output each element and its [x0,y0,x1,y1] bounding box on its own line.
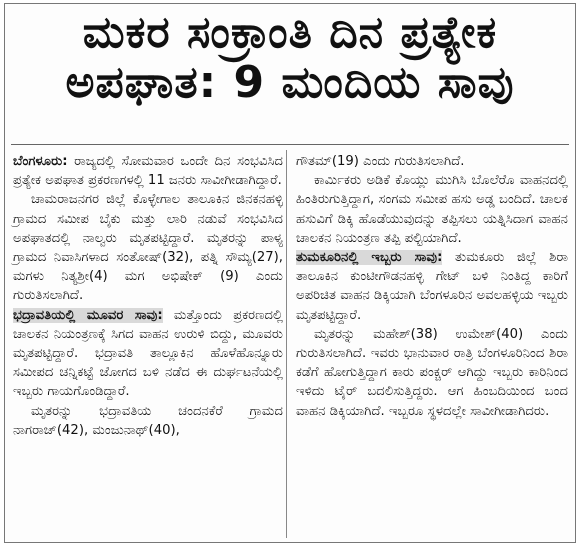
subheading: ತುಮಕೂರಿನಲ್ಲಿ ಇಬ್ಬರು ಸಾವು: [296,250,443,266]
paragraph [13,306,283,402]
paragraph: ಮೃತರನ್ನು ಮಹೇಶ್(38) ಉಮೇಶ್(40) ಎಂದು ಗುರುತಿಸಲಾಗಿದೆ. ಇವರು ಭಾನುವಾರ ರಾತ್ರಿ ಬೆಂಗಳೂರಿನಿಂದ ಶಿರಾ ಕಡೆಗೆ ಹೋಗುತ್ತಿದ್ದಾಗ ಕಾರು ಪಂಕ್ಚರ್ ಆಗಿದ್ದು ಇಬ್ಬರು ಕಾರಿನಿಂದ ಇಳಿದು ಟೈರ್ ಬದಲಿಸುತ್ತಿದ್ದರು. ಆಗ ಹಿಂಬದಿಯಿಂದ ಬಂದ ವಾಹನ ಡಿಕ್ಕಿಯಾಗಿದೆ. ಇಬ್ಬರೂ ಸ್ಥಳದಲ್ಲೇ ಸಾವೀಗೀಡಾಗಿದರು. [296,326,568,419]
right-column [296,152,568,421]
paragraph [13,152,283,190]
paragraph: ಕಾರ್ಮಿಕರು ಅಡಿಕೆ ಕೊಯ್ಲು ಮುಗಿಸಿ ಬೊಲೆರೊ ವಾಹನದಲ್ಲಿ ಹಿಂತಿರುಗುತ್ತಿದ್ದಾಗ, ಸಂಗಮ ಸಮೀಪ ಹಸು ಅಡ್ಡ ಬಂದಿದೆ. ಚಾಲಕ ಹಸುವಿಗೆ ಡಿಕ್ಕಿ ಹೊಡೆಯುವುದನ್ನು ತಪ್ಪಿಸಲು ಯತ್ನಿಸಿದಾಗ ವಾಹನ ಚಾಲಕನ ನಿಯಂತ್ರಣ ತಪ್ಪಿ ಪಲ್ಟಿಯಾಗಿದೆ. [296,173,568,246]
paragraph: ಚಾಮರಾಜನಗರ ಜಿಲ್ಲೆ ಕೊಳ್ಳೇಗಾಲ ತಾಲೂಕಿನ ಜಿನಕನಹಳ್ಳಿ ಗ್ರಾಮದ ಸಮೀಪ ಬೈಕು ಮತ್ತು ಲಾರಿ ನಡುವೆ ಸಂಭವಿಸಿದ ಅಪಘಾತದಲ್ಲಿ ನಾಲ್ವರು ಮೃತಪಟ್ಟಿದ್ದಾರೆ. ಮೃತರನ್ನು ಪಾಳ್ಯ ಗ್ರಾಮದ ನಿವಾಸಿಗಳಾದ ಸಂತೋಷ್(32), ಪತ್ನಿ ಸೌಮ್ಯ(27), ಮಗಳು ನಿತ್ಯಶ್ರೀ(4) ಮಗ ಅಭಿಷೇಕ್ (9) ಎಂದು ಗುರುತಿಸಲಾಗಿದೆ. [13,192,283,304]
headline [5,8,575,108]
paragraph: ಗೌತಮ್(19) ಎಂದು ಗುರುತಿಸಲಾಗಿದೆ. [296,154,465,169]
headline-line-1: ಮಕರ ಸಂಕ್ರಾಂತಿ ದಿನ ಪ್ರತ್ಯೇಕ [82,7,498,58]
paragraph-text: ಮತ್ತೊಂದು ಪ್ರಕರಣದಲ್ಲಿ ಚಾಲಕನ ನಿಯಂತ್ರಣಕ್ಕೆ ಸಿಗದ ವಾಹನ ಉರುಳಿ ಬಿದ್ದು, ಮೂವರು ಮೃತಪಟ್ಟಿದ್ದಾರೆ. ಭದ್ರಾವತಿ ತಾಲ್ಲೂಕಿನ ಹೊಳೆಹೊನ್ನೂರು ಸಮೀಪದ ಚನ್ನಿಕಟ್ಟೆ ಜೋಗದ ಬಳಿ ನಡೆದ ಈ ದುರ್ಘಟನೆಯಲ್ಲಿ ಇಬ್ಬರು ಗಾಯಗೊಂಡಿದ್ದಾರೆ. [13,307,283,400]
headline-line-2: ಅಪಘಾತ: 9 ಮಂದಿಯ ಸಾವು [65,57,515,108]
headline-divider [11,144,569,145]
paragraph-text: ರಾಜ್ಯದಲ್ಲಿ ಸೋಮವಾರ ಒಂದೇ ದಿನ ಸಂಭವಿಸಿದ ಪ್ರತ್ಯೇಕ ಅಪಘಾತ ಪ್ರಕರಣಗಳಲ್ಲಿ 11 ಜನರು ಸಾವೀಗೀಡಾಗಿದ್ದಾರೆ. [13,154,283,189]
paragraph: ಮೃತರನ್ನು ಭದ್ರಾವತಿಯ ಚಂದನಕೆರೆ ಗ್ರಾಮದ ನಾಗರಾಜ್(42), ಮಂಜುನಾಥ್(40), [13,403,283,438]
paragraph [296,248,568,325]
dateline: ಬೆಂಗಳೂರು: [13,154,68,169]
column-divider [286,150,287,538]
newspaper-clipping [4,3,576,543]
subheading: ಭದ್ರಾವತಿಯಲ್ಲಿ ಮೂವರ ಸಾವು: [13,307,163,323]
left-column [13,152,283,440]
paragraph-text: ತುಮಕೂರು ಜಿಲ್ಲೆ ಶಿರಾ ತಾಲೂಕಿನ ಕುಂಟೀಗೌಡನಹಳ್ಳಿ ಗೇಟ್ ಬಳಿ ನಿಂತಿದ್ದ ಕಾರಿಗೆ ಅಪರಿಚಿತ ವಾಹನ ಡಿಕ್ಕಿಯಾಗಿ ಬೆಂಗಳೂರಿನ ಅವಲಹಳ್ಳಿಯ ಇಬ್ಬರು ಮೃತಪಟ್ಟಿದ್ದಾರೆ. [296,250,569,323]
